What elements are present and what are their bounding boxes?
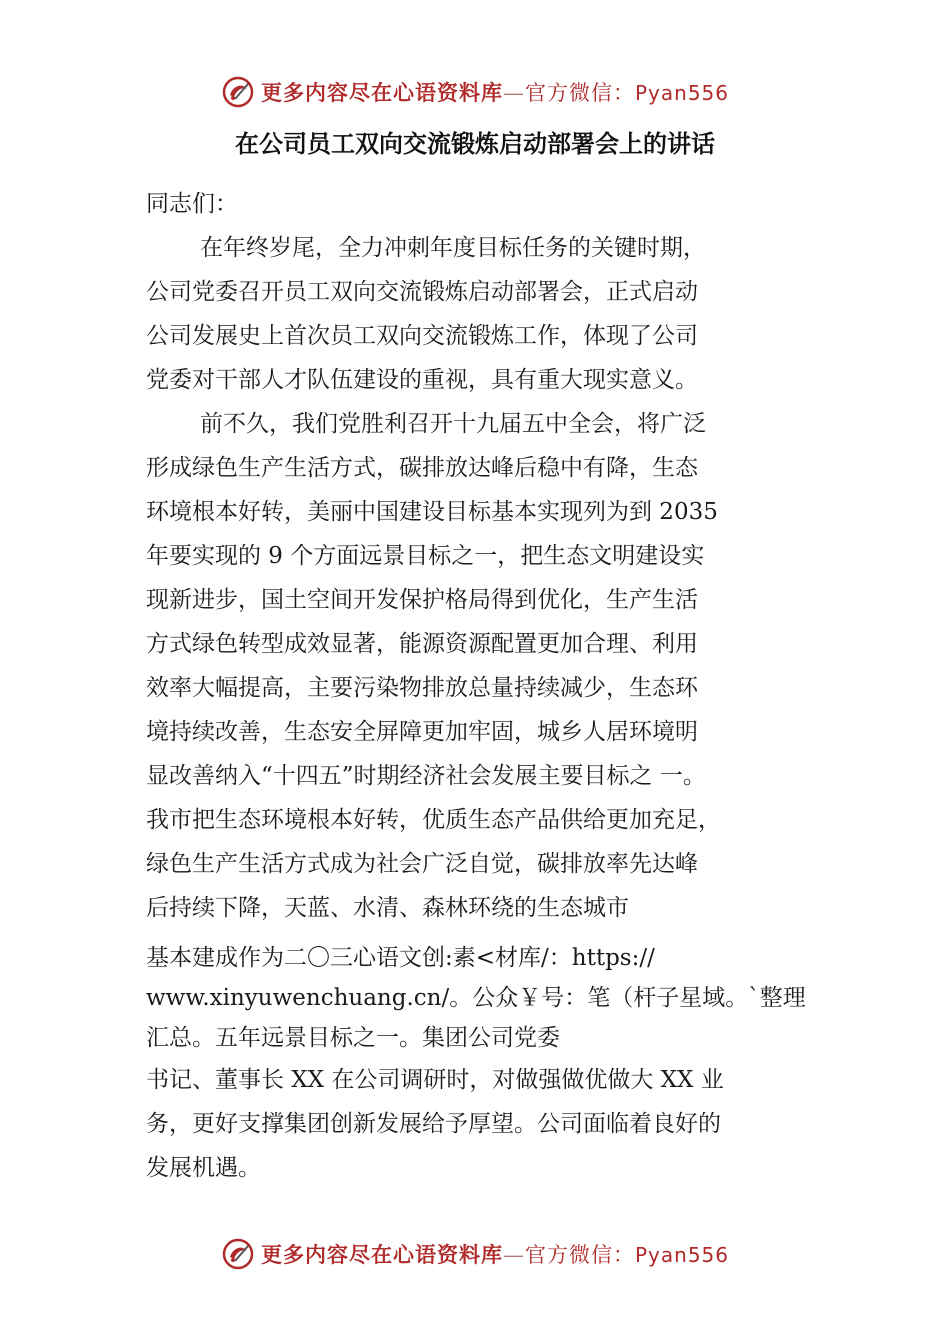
- body-line: 基本建成作为二〇三心语文创:素<材库/：https://: [146, 945, 655, 971]
- body-line: 汇总。五年远景目标之一。集团公司党委: [146, 1025, 560, 1051]
- watermark-banner-top: [0, 70, 950, 114]
- body-line: 党委对干部人才队伍建设的重视，具有重大现实意义。: [146, 367, 698, 393]
- watermark-banner-bottom: [0, 1232, 950, 1276]
- watermark-brand: 更多内容尽在心语资料库: [260, 80, 503, 105]
- body-line: 前不久，我们党胜利召开十九届五中全会，将广泛: [200, 411, 706, 437]
- document-title: 在公司员工双向交流锻炼启动部署会上的讲话: [235, 130, 715, 158]
- body-line: 显改善纳入“十四五”时期经济社会发展主要目标之 一。: [146, 763, 706, 789]
- body-line: 年要实现的 9 个方面远景目标之一，把生态文明建设实: [146, 543, 705, 569]
- document-body: [146, 182, 836, 1190]
- body-line: 同志们：: [146, 191, 238, 217]
- body-line: 在年终岁尾，全力冲刺年度目标任务的关键时期，: [200, 235, 706, 261]
- brand-logo-icon: [221, 1237, 255, 1271]
- body-line: 环境根本好转，美丽中国建设目标基本实现列为到 2035: [146, 499, 718, 525]
- watermark-label: 官方微信：: [524, 1243, 635, 1267]
- body-line: 绿色生产生活方式成为社会广泛自觉，碳排放率先达峰: [146, 851, 698, 877]
- body-line: 发展机遇。: [146, 1155, 261, 1181]
- body-line: 公司党委召开员工双向交流锻炼启动部署会，正式启动: [146, 279, 698, 305]
- watermark-dash: —: [502, 1243, 525, 1267]
- body-line: 效率大幅提高，主要污染物排放总量持续减少，生态环: [146, 675, 698, 701]
- body-line: 现新进步，国土空间开发保护格局得到优化，生产生活: [146, 587, 698, 613]
- body-line: 方式绿色转型成效显著，能源资源配置更加合理、利用: [146, 631, 698, 657]
- watermark-wechat-id: Pyan556: [634, 81, 729, 105]
- body-line: 公司发展史上首次员工双向交流锻炼工作，体现了公司: [146, 323, 698, 349]
- watermark-dash: —: [502, 81, 525, 105]
- body-line: 我市把生态环境根本好转，优质生态产品供给更加充足，: [146, 807, 721, 833]
- body-line: 境持续改善，生态安全屏障更加牢固，城乡人居环境明: [146, 719, 698, 745]
- body-line: 书记、董事长 XX 在公司调研时，对做强做优做大 XX 业: [146, 1067, 724, 1093]
- watermark-wechat-id: Pyan556: [634, 1243, 729, 1267]
- brand-logo-icon: [221, 75, 255, 109]
- body-line: 形成绿色生产生活方式，碳排放达峰后稳中有降，生态: [146, 455, 698, 481]
- watermark-label: 官方微信：: [524, 81, 635, 105]
- body-line: 后持续下降，天蓝、水清、森林环绕的生态城市: [146, 895, 629, 921]
- body-line: www.xinyuwenchuang.cn/。公众￥号：笔（杆子星域。`整理: [146, 985, 806, 1011]
- body-line: 务，更好支撑集团创新发展给予厚望。公司面临着良好的: [146, 1111, 721, 1137]
- watermark-brand: 更多内容尽在心语资料库: [260, 1242, 503, 1267]
